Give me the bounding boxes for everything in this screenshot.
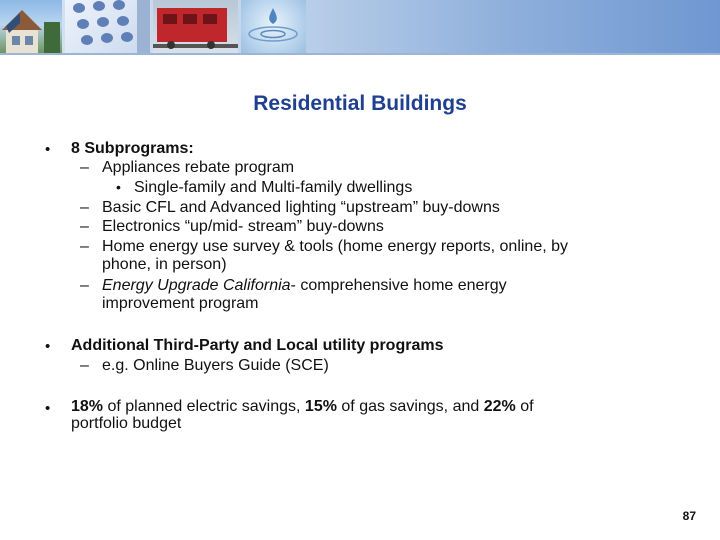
- subprogram-electronics: Electronics “up/mid- stream” buy-downs: [102, 218, 384, 235]
- house-photo: [0, 0, 62, 55]
- energy-upgrade-name: Energy Upgrade California: [102, 277, 291, 294]
- savings-text-part3: of: [515, 398, 534, 415]
- sub-bullet-icon: •: [116, 179, 121, 195]
- dash-icon: –: [80, 199, 89, 216]
- savings-text-part2: of gas savings, and: [336, 398, 484, 415]
- subprogram-energy-survey: Home energy use survey & tools (home energy reports, online, by: [102, 238, 569, 255]
- slide-title: Residential Buildings: [253, 92, 467, 115]
- energy-upgrade-desc: - comprehensive home energy: [290, 277, 507, 294]
- bullet-icon: •: [45, 400, 51, 417]
- buyers-guide-example: e.g. Online Buyers Guide (SCE): [102, 357, 329, 374]
- savings-text-part1: of planned electric savings,: [103, 398, 305, 415]
- subprograms-heading: 8 Subprograms:: [71, 140, 194, 157]
- header-banner: [0, 0, 720, 55]
- subprogram-energy-survey-cont: phone, in person): [102, 256, 227, 273]
- subprogram-lighting: Basic CFL and Advanced lighting “upstream” buy-downs: [102, 199, 500, 216]
- dash-icon: –: [80, 159, 89, 176]
- train-photo: [153, 0, 238, 55]
- dash-icon: –: [80, 218, 89, 235]
- dash-icon: –: [80, 277, 89, 294]
- bullet-icon: •: [45, 338, 51, 355]
- third-party-heading: Additional Third-Party and Local utility programs: [71, 337, 444, 354]
- banner-divider: [0, 53, 720, 55]
- dash-icon: –: [80, 357, 89, 374]
- calculator-photo: [65, 0, 150, 55]
- water-droplet-photo: [241, 0, 306, 55]
- savings-text-cont: portfolio budget: [71, 415, 182, 432]
- dash-icon: –: [80, 238, 89, 255]
- gas-savings-pct: 15%: [304, 398, 337, 415]
- subprogram-energy-upgrade: [102, 276, 507, 295]
- electric-savings-pct: 18%: [71, 398, 104, 415]
- portfolio-budget-pct: 22%: [483, 398, 516, 415]
- appliances-detail: Single-family and Multi-family dwellings: [134, 179, 413, 196]
- bullet-icon: •: [45, 141, 51, 158]
- page-number: 87: [682, 509, 696, 523]
- subprogram-appliances: Appliances rebate program: [102, 159, 295, 176]
- subprogram-energy-upgrade-cont: improvement program: [102, 295, 259, 312]
